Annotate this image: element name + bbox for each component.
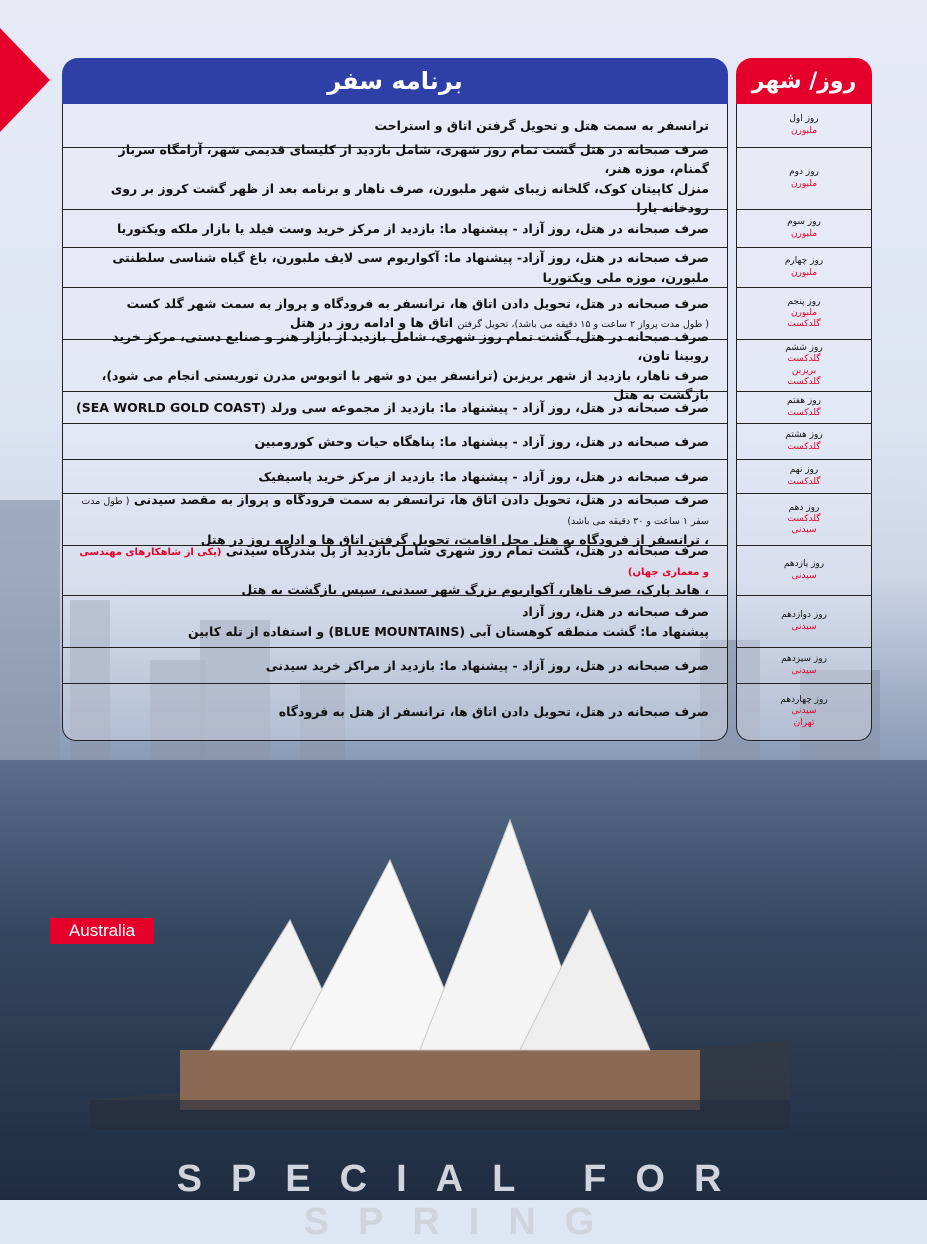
day-cell: روز چهاردهم سیدنی تهران — [780, 695, 828, 728]
table-row: صرف صبحانه در هتل، روز آزاد - پیشنهاد ما: بازدید از مرکز خرید وست فیلد یا بازار ملکه ویکتوریا — [63, 210, 727, 248]
day-cell: روز چهارم ملبورن — [737, 248, 871, 288]
country-badge: Australia — [50, 918, 154, 944]
table-row: صرف صبحانه در هتل، روز آزاد- پیشنهاد ما: آکواریوم سی لایف ملبورن، باغ گیاه شناسی سلطنتی ملبورن، موزه ملی ویکتوریا — [63, 248, 727, 288]
day-cell: روز یازدهم سیدنی — [737, 546, 871, 596]
table-row: صرف صبحانه در هتل، گشت تمام روز شهری، شامل بازدید از بازار هنر و صنایع دستی، مرکز خرید روبینا تاون، صرف ناهار، بازدید از شهر بریزبن (ترانسفر بین دو شهر با اتوبوس مدرن توریستی انجام می شود)، بازگشت به هتل — [63, 340, 727, 392]
plan-title: برنامه سفر — [327, 67, 463, 95]
table-row: صرف صبحانه در هتل، تحویل دادن اتاق ها، ترانسفر به سمت فرودگاه و پرواز به مقصد سیدنی ( طول مدت سفر ۱ ساعت و ۳۰ دقیقه می باشد) ، ترانسفر از فرودگاه به هتل محل اقامت، تحویل گرفتن اتاق ها و ادامه روز در هتل — [63, 494, 727, 546]
day-cell: روز دوازدهم سیدنی — [737, 596, 871, 648]
day-cell: روز دهم گلدکست سیدنی — [737, 494, 871, 546]
footer-slogan: SPECIAL FOR SPRING — [176, 1158, 751, 1243]
plan-header — [62, 58, 728, 104]
table-row: صرف صبحانه در هتل، روز آزاد - پیشنهاد ما: پناهگاه حیات وحش کورومبین — [63, 424, 727, 460]
day-cell: روز سیزدهم سیدنی — [737, 648, 871, 684]
table-row: صرف صبحانه در هتل، روز آزاد - پیشنهاد ما: بازدید از مرکز خرید پاسیفیک — [63, 460, 727, 494]
opera-house-illustration — [90, 800, 790, 1130]
table-row: صرف صبحانه در هتل، روز آزاد - پیشنهاد ما: بازدید از مجموعه سی ورلد (SEA WORLD GOLD COAST) — [63, 392, 727, 424]
table-row: صرف صبحانه در هتل، روز آزاد - پیشنهاد ما: بازدید از مراکز خرید سیدنی — [63, 648, 727, 684]
day-cell: روز هشتم گلدکست — [737, 424, 871, 460]
day-cell: روز نهم گلدکست — [737, 460, 871, 494]
table-row: صرف صبحانه در هتل گشت تمام روز شهری، شامل بازدید از کلیسای قدیمی شهر، آرامگاه سرباز گمنام، موزه هنر، منزل کاپیتان کوک، گلخانه زیبای شهر ملبورن، صرف ناهار و برنامه بعد از ظهر گشت کروز بر روی رودخانه یارا — [63, 148, 727, 210]
itinerary-table — [62, 104, 728, 741]
day-cell: روز پنجم ملبورن گلدکست — [737, 288, 871, 340]
day-cell: روز سوم ملبورن — [737, 210, 871, 248]
day-cell: روز اول ملبورن — [737, 104, 871, 148]
table-row: صرف صبحانه در هتل، تحویل دادن اتاق ها، ترانسفر به فرودگاه و پرواز به سمت شهر گلد کست ( طول مدت پرواز ۲ ساعت و ۱۵ دقیقه می باشد)، تحویل گرفتن اتاق ها و ادامه روز در هتل — [63, 288, 727, 340]
table-row: صرف صبحانه در هتل، تحویل دادن اتاق ها، ترانسفر از هتل به فرودگاه — [278, 704, 709, 720]
day-city-header: روز/ شهر — [736, 58, 872, 104]
day-cell: روز هفتم گلدکست — [737, 392, 871, 424]
corner-triangle — [0, 28, 50, 132]
day-cell: روز دوم ملبورن — [737, 148, 871, 210]
table-row: ترانسفر به سمت هتل و تحویل گرفتن اتاق و استراحت — [63, 104, 727, 148]
table-row: صرف صبحانه در هتل، روز آزاد پیشنهاد ما: گشت منطقه کوهستان آبی (BLUE MOUNTAINS) و استفاده از تله کابین — [63, 596, 727, 648]
table-row: صرف صبحانه در هتل، گشت تمام روز شهری شامل بازدید از پل بندرگاه سیدنی (یکی از شاهکارهای مهندسی و معماری جهان) ، هاید پارک، صرف ناهار، آکواریوم بزرگ شهر سیدنی، سپس بازگشت به هتل — [63, 546, 727, 596]
day-city-column — [736, 104, 872, 741]
day-cell: روز ششم گلدکست بریزبن گلدکست — [737, 340, 871, 392]
